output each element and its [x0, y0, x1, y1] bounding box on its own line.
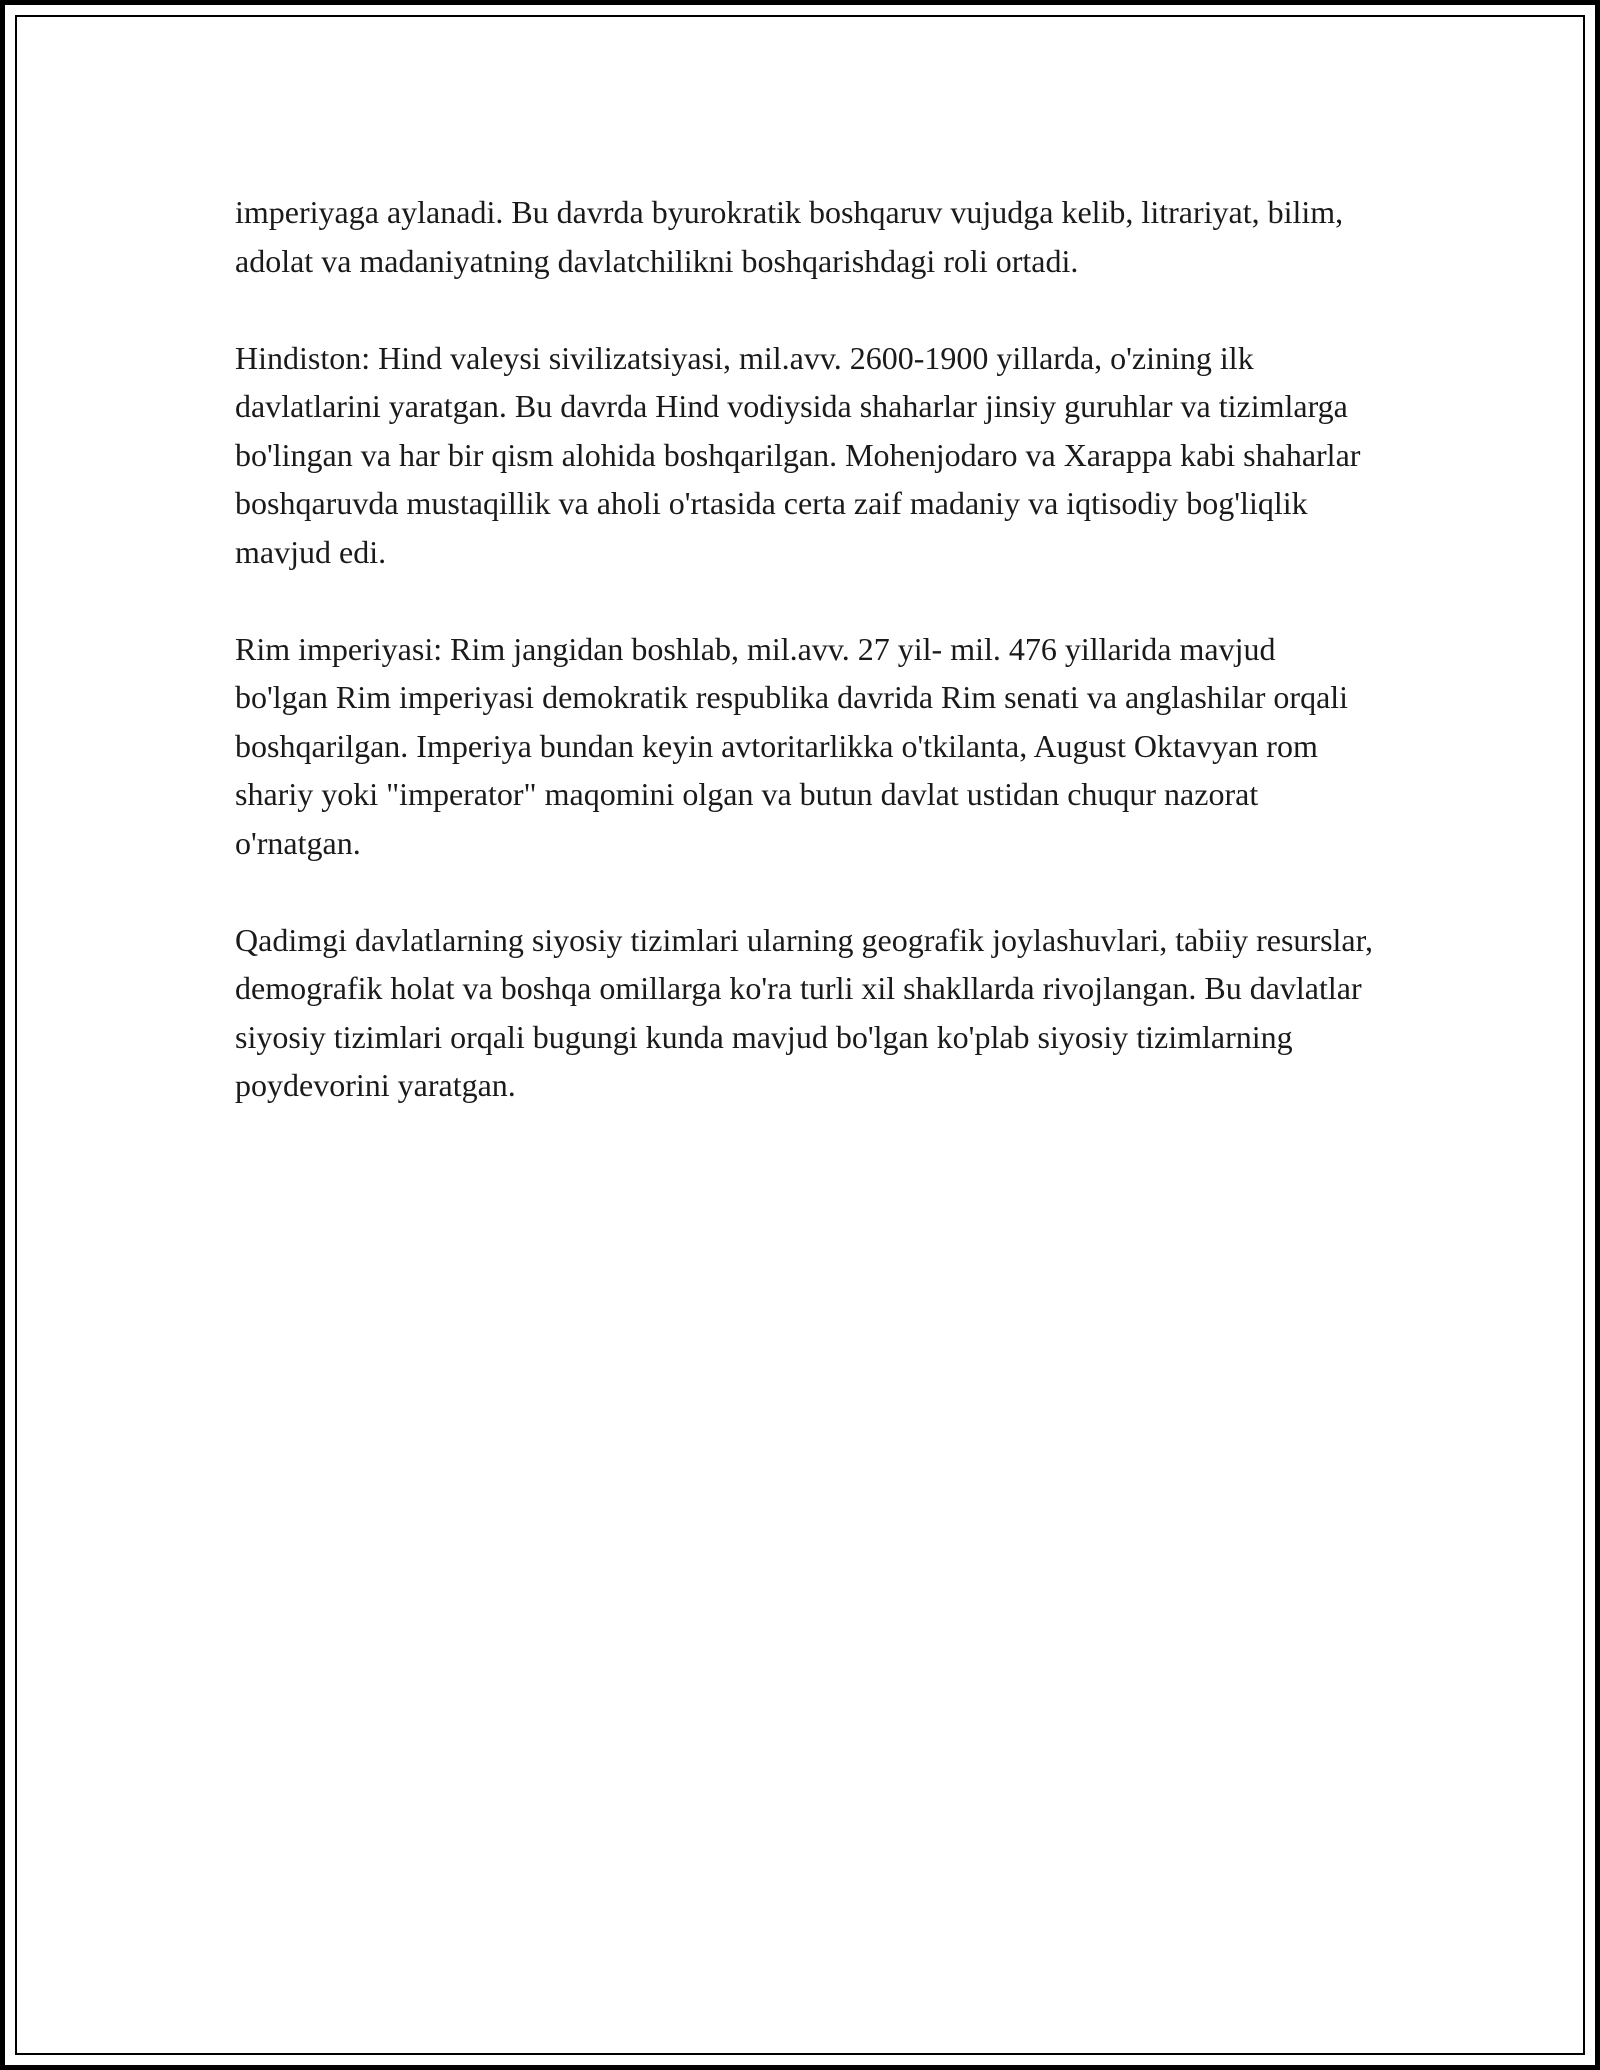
paragraph-india: Hindiston: Hind valeysi sivilizatsiyasi, mil.avv. 2600-1900 yillarda, o'zining ilk davlatlarini yaratgan. Bu davrda Hind vodiysida shaharlar jinsiy guruhlar va tizimlarga bo'lingan va har bir qism alohida boshqarilgan. Mohenjodaro va Xarappa kabi shaharlar boshqaruvda mustaqillik va aholi o'rtasida certa zaif madaniy va iqtisodiy bog'liqlik mavjud edi. [235, 339, 1361, 570]
paragraph-egypt-continuation: imperiyaga aylanadi. Bu davrda byurokratik boshqaruv vujudga kelib, litrariyat, bilim, adolat va madaniyatning davlatchilikni boshqarishdagi roli ortadi. [235, 194, 1344, 279]
paragraph-conclusion: Qadimgi davlatlarning siyosiy tizimlari ularning geografik joylashuvlari, tabiiy resurslar, demografik holat va boshqa omillarga ko'ra turli xil shakllarda rivojlangan. Bu davlatlar siyosiy tizimlari orqali bugungi kunda mavjud bo'lgan ko'plab siyosiy tizimlarning poydevorini yaratgan. [235, 921, 1373, 1103]
paragraph-rome: Rim imperiyasi: Rim jangidan boshlab, mil.avv. 27 yil- mil. 476 yillarida mavjud bo'lgan Rim imperiyasi demokratik respublika davrida Rim senati va anglashilar orqali boshqarilgan. Imperiya bundan keyin avtoritarlikka o'tkilanta, August Oktavyan rom shariy yoki "imperator" maqomini olgan va butun davlat ustidan chuqur nazorat o'rnatgan. [235, 630, 1349, 861]
document-body [235, 188, 1375, 1158]
